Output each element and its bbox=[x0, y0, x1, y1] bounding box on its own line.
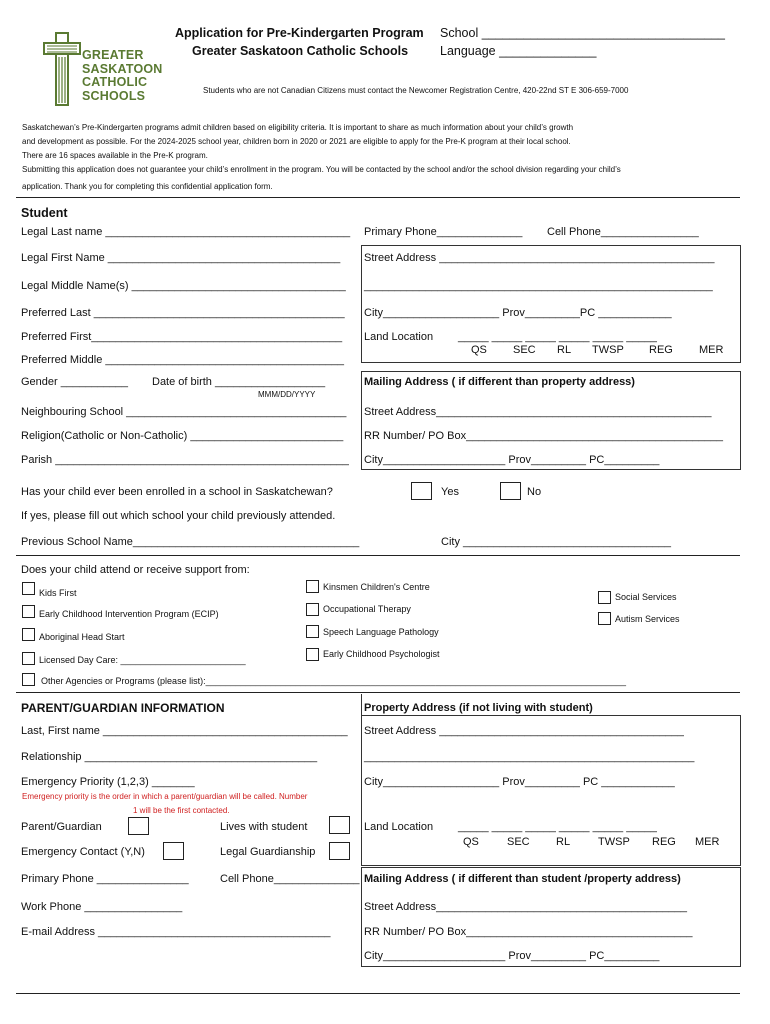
divider bbox=[16, 197, 740, 198]
enrolled-no-checkbox[interactable] bbox=[500, 482, 521, 500]
parent-land-label-reg: REG bbox=[652, 836, 676, 848]
parent-name-field[interactable]: Last, First name ________________________________________ bbox=[21, 725, 348, 737]
student-land-location-label: Land Location bbox=[364, 331, 434, 343]
parent-land-location-label: Land Location bbox=[364, 821, 434, 833]
parent-land-label-mer: MER bbox=[695, 836, 720, 848]
other-agencies-field[interactable]: Other Agencies or Programs (please list):____________________________________________________________________________________ bbox=[41, 676, 627, 686]
date-of-birth-field[interactable]: Date of birth __________________ bbox=[152, 376, 326, 388]
dob-format-hint: MMM/DD/YYYY bbox=[258, 390, 316, 399]
autism-services-label: Autism Services bbox=[615, 614, 680, 624]
speech-language-label: Speech Language Pathology bbox=[323, 627, 439, 637]
intro-line-2: and development as possible. For the 2024-2025 school year, children born in 2020 or 2021 are eligible to apply for the Pre-K program at their local school. bbox=[22, 137, 571, 146]
form-subtitle: Greater Saskatoon Catholic Schools bbox=[192, 44, 409, 58]
cell-phone-field[interactable]: Cell Phone________________ bbox=[547, 226, 699, 238]
preferred-first-field[interactable]: Preferred First_________________________________________ bbox=[21, 331, 343, 343]
emergency-contact-checkbox[interactable] bbox=[163, 842, 184, 860]
enrolled-question: Has your child ever been enrolled in a school in Saskatchewan? bbox=[21, 486, 333, 498]
divider bbox=[16, 993, 740, 994]
parent-land-label-sec: SEC bbox=[507, 836, 530, 848]
form-title: Application for Pre-Kindergarten Program bbox=[175, 26, 424, 40]
autism-services-checkbox[interactable] bbox=[598, 612, 611, 625]
parent-street-address-field[interactable]: Street Address ________________________________________ bbox=[364, 725, 684, 737]
aboriginal-head-start-label: Aboriginal Head Start bbox=[39, 632, 125, 642]
legal-guardianship-checkbox[interactable] bbox=[329, 842, 350, 860]
emergency-contact-label: Emergency Contact (Y,N) bbox=[21, 846, 145, 858]
lives-with-student-checkbox[interactable] bbox=[329, 816, 350, 834]
enrolled-yes-checkbox[interactable] bbox=[411, 482, 432, 500]
school-field[interactable]: School ___________________________________ bbox=[440, 26, 726, 40]
parent-land-location-blanks[interactable]: _____ _____ _____ _____ _____ _____ bbox=[458, 821, 657, 833]
ecip-checkbox[interactable] bbox=[22, 605, 35, 618]
intro-line-3: There are 16 spaces available in the Pre-K program. bbox=[22, 151, 208, 160]
student-heading: Student bbox=[21, 206, 68, 220]
social-services-label: Social Services bbox=[615, 592, 677, 602]
preferred-middle-field[interactable]: Preferred Middle _______________________________________ bbox=[21, 354, 344, 366]
enrolled-no-label: No bbox=[527, 486, 542, 498]
parent-guardian-checkbox[interactable] bbox=[128, 817, 149, 835]
student-city-prov-pc-field[interactable]: City___________________ Prov_________PC ____________ bbox=[364, 307, 672, 319]
previous-city-field[interactable]: City __________________________________ bbox=[441, 536, 672, 548]
land-label-sec: SEC bbox=[513, 344, 536, 356]
parish-field[interactable]: Parish ________________________________________________ bbox=[21, 454, 349, 466]
intro-line-5: application. Thank you for completing this confidential application form. bbox=[22, 182, 273, 191]
religion-field[interactable]: Religion(Catholic or Non-Catholic) _________________________ bbox=[21, 430, 344, 442]
land-label-mer: MER bbox=[699, 344, 724, 356]
occupational-therapy-label: Occupational Therapy bbox=[323, 604, 411, 614]
student-rr-number-field[interactable]: RR Number/ PO Box__________________________________________ bbox=[364, 430, 724, 442]
ec-psychologist-label: Early Childhood Psychologist bbox=[323, 649, 440, 659]
divider bbox=[16, 555, 740, 556]
emergency-priority-field[interactable]: Emergency Priority (1,2,3) _______ bbox=[21, 776, 195, 788]
student-street-address-field[interactable]: Street Address _____________________________________________ bbox=[364, 252, 715, 264]
emergency-note-line-1: Emergency priority is the order in which a parent/guardian will be called. Number bbox=[22, 792, 308, 801]
intro-line-1: Saskatchewan’s Pre-Kindergarten programs admit children based on eligibility criteria. It is important to share as much information about your child’s growth bbox=[22, 123, 574, 132]
primary-phone-field[interactable]: Primary Phone______________ bbox=[364, 226, 523, 238]
land-label-twsp: TWSP bbox=[592, 344, 624, 356]
lives-with-student-label: Lives with student bbox=[220, 821, 308, 833]
parent-heading: PARENT/GUARDIAN INFORMATION bbox=[21, 701, 225, 715]
emergency-note-line-2: 1 will be the first contacted. bbox=[133, 806, 230, 815]
social-services-checkbox[interactable] bbox=[598, 591, 611, 604]
relationship-field[interactable]: Relationship ______________________________________ bbox=[21, 751, 318, 763]
logo bbox=[42, 31, 163, 107]
parent-cell-phone-field[interactable]: Cell Phone______________ bbox=[220, 873, 360, 885]
land-label-reg: REG bbox=[649, 344, 673, 356]
student-land-location-blanks[interactable]: _____ _____ _____ _____ _____ _____ bbox=[458, 331, 657, 343]
enrolled-if-yes-text: If yes, please fill out which school your child previously attended. bbox=[21, 510, 336, 522]
logo-line-4: SCHOOLS bbox=[82, 88, 146, 103]
student-mailing-city-field[interactable]: City____________________ Prov_________ PC_________ bbox=[364, 454, 660, 466]
legal-guardianship-label: Legal Guardianship bbox=[220, 846, 316, 858]
divider bbox=[16, 692, 740, 693]
parent-land-label-twsp: TWSP bbox=[598, 836, 630, 848]
logo-line-1: GREATER bbox=[82, 48, 144, 62]
newcomer-notice: Students who are not Canadian Citizens must contact the Newcomer Registration Centre, 420-22nd ST E 306-659-7000 bbox=[203, 86, 629, 95]
student-mailing-street-field[interactable]: Street Address_____________________________________________ bbox=[364, 406, 712, 418]
parent-mailing-heading: Mailing Address ( if different than student /property address) bbox=[364, 873, 681, 885]
previous-school-field[interactable]: Previous School Name_____________________________________ bbox=[21, 536, 360, 548]
parent-mailing-street-field[interactable]: Street Address_________________________________________ bbox=[364, 901, 687, 913]
occupational-therapy-checkbox[interactable] bbox=[306, 603, 319, 616]
land-label-rl: RL bbox=[557, 344, 572, 356]
gender-field[interactable]: Gender ___________ bbox=[21, 376, 129, 388]
neighbouring-school-field[interactable]: Neighbouring School ____________________________________ bbox=[21, 406, 347, 418]
parent-mailing-city-field[interactable]: City____________________ Prov_________ PC_________ bbox=[364, 950, 660, 962]
land-label-qs: QS bbox=[471, 344, 487, 356]
kinsmen-checkbox[interactable] bbox=[306, 580, 319, 593]
kids-first-checkbox[interactable] bbox=[22, 582, 35, 595]
kids-first-label: Kids First bbox=[39, 588, 77, 598]
property-address-heading: Property Address (if not living with student) bbox=[364, 702, 593, 714]
enrolled-yes-label: Yes bbox=[441, 486, 459, 498]
work-phone-field[interactable]: Work Phone ________________ bbox=[21, 901, 183, 913]
other-agencies-checkbox[interactable] bbox=[22, 673, 35, 686]
logo-line-2: SASKATOON bbox=[82, 61, 163, 76]
parent-guardian-label: Parent/Guardian bbox=[21, 821, 102, 833]
student-mailing-heading: Mailing Address ( if different than property address) bbox=[364, 376, 635, 388]
ecip-label: Early Childhood Intervention Program (ECIP) bbox=[39, 609, 219, 619]
student-address-line-2-field[interactable]: _________________________________________________________ bbox=[364, 280, 713, 292]
email-field[interactable]: E-mail Address ______________________________________ bbox=[21, 926, 331, 938]
logo-line-3: CATHOLIC bbox=[82, 75, 148, 89]
parent-primary-phone-field[interactable]: Primary Phone _______________ bbox=[21, 873, 189, 885]
legal-middle-name-field[interactable]: Legal Middle Name(s) ___________________________________ bbox=[21, 280, 346, 292]
parent-rr-number-field[interactable]: RR Number/ PO Box_____________________________________ bbox=[364, 926, 693, 938]
kinsmen-label: Kinsmen Children's Centre bbox=[323, 582, 430, 592]
preferred-last-field[interactable]: Preferred Last _________________________________________ bbox=[21, 307, 345, 319]
intro-line-4: Submitting this application does not guarantee your child’s enrollment in the program. You will be contacted by the school and/or the school division regarding your child’s bbox=[22, 165, 621, 174]
licensed-day-care-checkbox[interactable] bbox=[22, 652, 35, 665]
support-question: Does your child attend or receive support from: bbox=[21, 564, 250, 576]
parent-land-label-qs: QS bbox=[463, 836, 479, 848]
legal-first-name-field[interactable]: Legal First Name ______________________________________ bbox=[21, 252, 341, 264]
parent-land-label-rl: RL bbox=[556, 836, 571, 848]
parent-city-prov-pc-field[interactable]: City___________________ Prov_________ PC ____________ bbox=[364, 776, 675, 788]
speech-language-checkbox[interactable] bbox=[306, 625, 319, 638]
ec-psychologist-checkbox[interactable] bbox=[306, 648, 319, 661]
licensed-day-care-label[interactable]: Licensed Day Care: _________________________ bbox=[39, 655, 246, 665]
cross-logo-icon bbox=[42, 31, 82, 107]
legal-last-name-field[interactable]: Legal Last name ________________________________________ bbox=[21, 226, 351, 238]
parent-address-line-2-field[interactable]: ______________________________________________________ bbox=[364, 751, 695, 763]
aboriginal-head-start-checkbox[interactable] bbox=[22, 628, 35, 641]
parent-property-box bbox=[361, 715, 741, 866]
language-field[interactable]: Language ______________ bbox=[440, 44, 597, 58]
